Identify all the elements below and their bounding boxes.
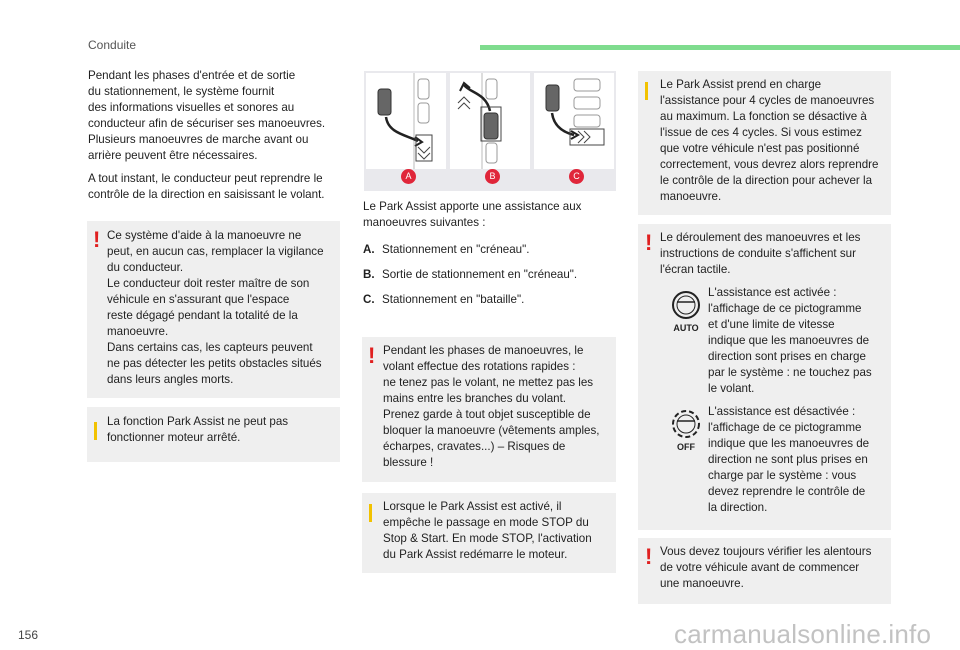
info-marker-icon [369,504,372,522]
page-number: 156 [18,628,39,642]
steering-wheel-off-icon [666,408,706,452]
svg-text:AUTO: AUTO [673,323,699,333]
steering-wheel-auto-icon [666,289,706,333]
middle-lead-paragraph: Le Park Assist apporte une assistance aux manoeuvres suivantes : [363,200,582,229]
bay-parking-diagram [534,73,614,169]
section-header: Conduite [88,38,137,52]
warning-exclamation-icon: ! [645,544,653,569]
parallel-parking-diagram [366,73,446,169]
warning-exclamation-icon: ! [93,227,101,252]
warning-box-display: ! Le déroulement des manoeuvres et les instructions de conduite s'affichent sur l'écran tactile. AUTO L'assistance est activée : l'affichage de ce pictogramme et d'une limite de vitesse indique que les manoeuvres de direction sont prises en charge par le système : ne touchez pas le volant. OFF L'assistance est désactivée : l'affichage de ce pictogramme indique que les manoeuvres de direction ne sont plus prises en charge par le système : vous devez reprendre le contrôle de la direction. [638,224,891,530]
svg-text:OFF: OFF [677,442,695,452]
section-accent-bar [480,45,960,50]
info-box-stop-start: Lorsque le Park Assist est activé, il empêche le passage en mode STOP du Stop & Start. En mode STOP, l'activation du Park Assist redémarre le moteur. [362,493,616,573]
park-assist-figure [364,71,616,191]
figure-panel-b [450,73,530,169]
list-item: C. Stationnement en "bataille". [363,293,525,306]
info-box-cycles: Le Park Assist prend en charge l'assistance pour 4 cycles de manoeuvres au maximum. La fonction se désactive à l'issue de ces 4 cycles. Si vous estimez que votre véhicule n'est pas positionné correctement, vous devrez alors reprendre le contrôle de la direction pour achever la manoeuvre. [638,71,891,215]
info-marker-icon [645,82,648,100]
label-badge-c: C [569,169,584,184]
warning-box-vigilance: ! Ce système d'aide à la manoeuvre ne peut, en aucun cas, remplacer la vigilance du conducteur. Le conducteur doit rester maître de son véhicule en s'assurant que l'espace reste dégagé pendant la totalité de la manoeuvre. Dans certains cas, les capteurs peuvent ne pas détecter les petits obstacles situés dans leurs angles morts. [87,221,340,398]
watermark: carmanualsonline.info [674,619,932,649]
maneuver-list [363,242,618,317]
warning-box-steering: ! Pendant les phases de manoeuvres, le volant effectue des rotations rapides : ne tenez pas le volant, ne mettez pas les mains entre les branches du volant. Prenez garde à tout objet susceptible de bloquer la manoeuvre (vêtements amples, écharpes, cravates...) – Risques de blessure ! [362,337,616,482]
list-item: A. Stationnement en "créneau". [363,243,530,256]
label-badge-b: B [485,169,500,184]
list-item: B. Sortie de stationnement en "créneau". [363,268,578,281]
info-marker-icon [94,422,97,440]
label-badge-a: A [401,169,416,184]
exit-parking-diagram [450,73,530,169]
intro-paragraph: Pendant les phases d'entrée et de sortie du stationnement, le système fournit des informations visuelles et sonores au conducteur afin de sécuriser ses manoeuvres. Plusieurs manoeuvres de marche avant ou arrière peuvent être nécessaires. [88,69,326,162]
info-box-engine-off: La fonction Park Assist ne peut pas fonctionner moteur arrêté. [87,407,340,462]
takeover-paragraph: A tout instant, le conducteur peut reprendre le contrôle de la direction en saisissant le volant. [88,172,325,201]
warning-exclamation-icon: ! [645,230,653,255]
warning-exclamation-icon: ! [368,343,376,368]
figure-panel-c [534,73,614,169]
warning-box-surroundings: ! Vous devez toujours vérifier les alentours de votre véhicule avant de commencer une manoeuvre. [638,538,891,604]
figure-panel-a [366,73,446,169]
